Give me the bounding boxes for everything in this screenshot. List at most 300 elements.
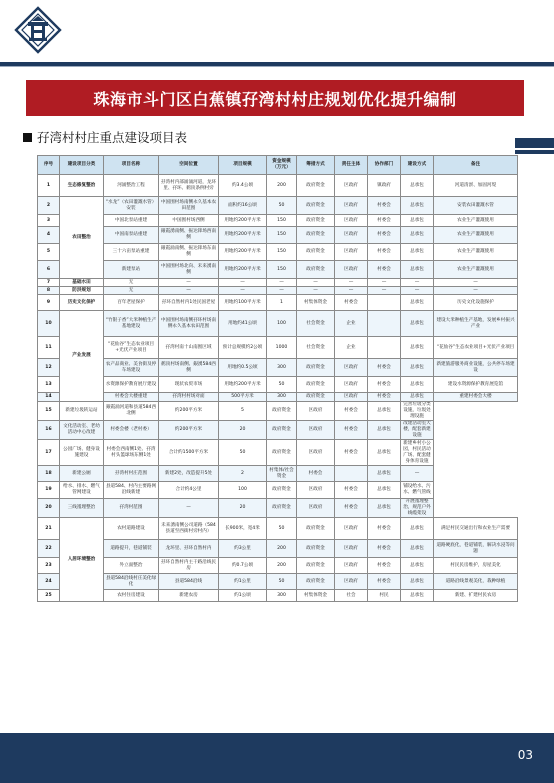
table-cell: 区政府 — [297, 440, 335, 466]
table-cell: 村集体/社会资金 — [267, 466, 297, 482]
table-cell: “花仙谷”生态农业项目+光伏产业项目 — [104, 337, 159, 359]
table-cell: 区政府 — [335, 175, 368, 197]
table-row — [38, 558, 518, 574]
table-cell: 用地约200平方米 — [219, 227, 267, 244]
table-cell: 合计约1500平方米 — [159, 440, 219, 466]
row-number-cell: 17 — [38, 440, 60, 466]
table-cell: 村委会西南侧1处、孖湾村头篮球场东侧1处 — [104, 440, 159, 466]
table-cell: 150 — [267, 244, 297, 261]
table-cell: 预计总规模约2公顷 — [219, 337, 267, 359]
table-cell: 村委会 — [368, 261, 401, 279]
table-cell: 农业生产灌溉使用 — [434, 261, 518, 279]
table-cell: 区政府 — [335, 377, 368, 393]
table-cell: 完善垃圾分类设施，垃圾处理设施 — [401, 402, 434, 421]
table-row — [38, 377, 518, 393]
table-row — [38, 499, 518, 518]
table-cell: 区政府 — [335, 540, 368, 558]
table-cell: — — [368, 279, 401, 287]
table-cell: 建设大米种植生产基地，发展乡村振兴产业 — [434, 311, 518, 337]
table-cell: 孖湾村村场对面 — [159, 393, 219, 402]
table-cell: 总承包 — [401, 197, 434, 215]
table-cell: — — [159, 287, 219, 295]
table-cell: 村委会 — [368, 227, 401, 244]
category-cell: 基础水田 — [60, 279, 104, 287]
table-row — [38, 574, 518, 590]
table-cell: 100 — [267, 311, 297, 337]
table-cell: 农村住房建设 — [104, 590, 159, 602]
table-cell: — — [267, 279, 297, 287]
category-cell: 生态修复整治 — [60, 175, 104, 197]
table-cell: 村委会 — [368, 518, 401, 540]
table-cell: 区政府 — [335, 197, 368, 215]
document-title: 珠海市斗门区白蕉镇孖湾村村庄规划优化提升编制 — [26, 80, 524, 116]
table-cell: 总承包 — [401, 337, 434, 359]
row-number-cell: 8 — [38, 287, 60, 295]
table-cell — [368, 311, 401, 337]
table-row — [38, 359, 518, 377]
table-cell: 总承包 — [368, 499, 401, 518]
column-header: 备注 — [434, 156, 518, 175]
table-cell: 改建活动室大楼，配套新建设施 — [401, 421, 434, 440]
table-cell: 300 — [267, 393, 297, 402]
table-cell: — — [297, 279, 335, 287]
table-cell: 20 — [219, 499, 267, 518]
table-cell: 村委会 — [368, 558, 401, 574]
table-cell: 公园广场、健身设施建设 — [60, 440, 104, 466]
category-cell: 农田整治 — [60, 197, 104, 279]
column-header: 项目规模 — [219, 156, 267, 175]
table-cell: 政府资金 — [267, 482, 297, 499]
table-cell: 约3.4公顷 — [219, 175, 267, 197]
square-bullet-icon — [23, 133, 32, 142]
table-cell: 政府资金 — [267, 402, 297, 421]
table-cell: 区政府 — [335, 558, 368, 574]
table-cell: 300 — [267, 359, 297, 377]
table-cell: 总承包 — [368, 440, 401, 466]
table-cell: 政府资金 — [297, 393, 335, 402]
table-cell: “竹银子香”大米种植生产基地建设 — [104, 311, 159, 337]
table-cell: 龙环里、孖环自然村内 — [159, 540, 219, 558]
table-cell: 5 — [219, 402, 267, 421]
table-cell: 现状农贸市场 — [159, 377, 219, 393]
table-cell: 合计约4公里 — [159, 482, 219, 499]
table-cell: 政府资金 — [297, 215, 335, 227]
table-cell: 新建泵站 — [104, 261, 159, 279]
row-number-cell: 16 — [38, 421, 60, 440]
table-cell: 安装农田灌溉水管 — [434, 197, 518, 215]
table-cell: 村委会 — [368, 393, 401, 402]
column-header: 协作部门 — [368, 156, 401, 175]
table-cell: 中国南泵站重建 — [104, 227, 159, 244]
table-cell: 总承包 — [401, 558, 434, 574]
table-row — [38, 287, 518, 295]
table-cell: — — [219, 279, 267, 287]
table-cell: 村委会 — [335, 440, 368, 466]
table-cell: 100 — [219, 482, 267, 499]
table-cell: 孖湾村范围 — [104, 499, 159, 518]
side-accent-bar — [515, 138, 554, 148]
table-cell: 200 — [267, 175, 297, 197]
table-cell: 村委会大楼重建 — [104, 393, 159, 402]
table-cell: 总承包 — [401, 540, 434, 558]
table-cell: 村委会 — [335, 295, 368, 311]
column-header: 资金规模（万元） — [267, 156, 297, 175]
column-header: 责任主体 — [335, 156, 368, 175]
table-cell: 用地约200平方米 — [219, 377, 267, 393]
column-header: 空间位置 — [159, 156, 219, 175]
table-cell: 村委会楼（老村委） — [104, 421, 159, 440]
table-cell: 政府资金 — [297, 359, 335, 377]
table-row — [38, 337, 518, 359]
table-cell — [335, 466, 368, 482]
table-cell: 约200平方米 — [159, 402, 219, 421]
table-cell: 企业 — [335, 311, 368, 337]
table-cell: 用地约200平方米 — [219, 261, 267, 279]
table-cell: 总承包 — [401, 175, 434, 197]
table-row — [38, 311, 518, 337]
row-number-cell: 13 — [38, 377, 60, 393]
table-cell: 政府资金 — [267, 499, 297, 518]
table-cell: — — [401, 287, 434, 295]
table-cell: 约3公里 — [219, 540, 267, 558]
table-row — [38, 421, 518, 440]
category-cell: 历史文化保护 — [60, 295, 104, 311]
table-cell: 150 — [267, 227, 297, 244]
table-cell: 村集体资金 — [297, 295, 335, 311]
row-number-cell: 9 — [38, 295, 60, 311]
table-cell: 用地约41公顷 — [219, 311, 267, 337]
table-cell: 村委会 — [335, 402, 368, 421]
table-cell: 銀霞涌南侧、振达锋场东南侧 — [159, 244, 219, 261]
table-cell: — — [335, 279, 368, 287]
section-title-text: 孖湾村村庄重点建设项目表 — [37, 130, 188, 145]
table-cell: 区政府 — [335, 518, 368, 540]
table-cell: 总承包 — [368, 466, 401, 482]
table-row — [38, 466, 518, 482]
table-cell: 长900米，宽4米 — [219, 518, 267, 540]
table-cell: 政府资金 — [297, 558, 335, 574]
table-cell: 约1公顷 — [219, 590, 267, 602]
table-cell: 村委会 — [297, 466, 335, 482]
village-emblem-icon — [14, 6, 62, 54]
table-cell: 农村道路建设 — [104, 518, 159, 540]
table-row — [38, 518, 518, 540]
table-cell: 三线遁理整治 — [60, 499, 104, 518]
table-cell: — — [267, 287, 297, 295]
table-cell: 铺设给水、污水、燃气管线 — [401, 482, 434, 499]
table-cell: 重建村委会大楼 — [434, 393, 518, 402]
table-cell: 社会资金 — [297, 337, 335, 359]
category-cell: 防洪规划 — [60, 287, 104, 295]
table-cell: 农业生产灌溉使用 — [434, 244, 518, 261]
table-cell: 鹤顶村场南侧、銀湧584西侧 — [159, 359, 219, 377]
table-cell: 总承包 — [401, 311, 434, 337]
project-table-container — [37, 155, 517, 602]
table-cell: 政府资金 — [267, 421, 297, 440]
column-header: 建设方式 — [401, 156, 434, 175]
table-row — [38, 175, 518, 197]
row-number-cell: 5 — [38, 244, 60, 261]
table-row — [38, 215, 518, 227]
table-cell: 中国围村场南侧永久基本农田范围 — [159, 197, 219, 215]
table-cell: 总承包 — [368, 482, 401, 499]
table-cell: 孖湾村南十山南围区域 — [159, 337, 219, 359]
table-cell: 中国北泵站重建 — [104, 215, 159, 227]
table-cell: 镇政府 — [368, 175, 401, 197]
table-row — [38, 279, 518, 287]
table-cell: 总承包 — [368, 421, 401, 440]
table-cell: 村集体资金 — [297, 590, 335, 602]
column-header: 项目名称 — [104, 156, 159, 175]
table-cell: 50 — [267, 377, 297, 393]
table-cell: 百年老屋保护 — [104, 295, 159, 311]
row-number-cell: 22 — [38, 540, 60, 558]
table-cell: 用地约100平方米 — [219, 295, 267, 311]
table-cell: 道路提升，巷道铺装 — [104, 540, 159, 558]
table-cell: 50 — [267, 197, 297, 215]
table-cell: 孖湾村内部涌涌河道，龙环里、孖环、鹤顶条例村旁 — [159, 175, 219, 197]
table-cell: 政府资金 — [297, 540, 335, 558]
table-cell: “花仙谷”生态农业项目+光伏产业项目 — [434, 337, 518, 359]
table-cell: 150 — [267, 261, 297, 279]
table-cell: 政府资金 — [297, 227, 335, 244]
table-cell: — — [401, 466, 434, 482]
table-cell: 总承包 — [401, 518, 434, 540]
table-cell: 村委会 — [335, 482, 368, 499]
table-row — [38, 244, 518, 261]
table-cell: 1000 — [267, 337, 297, 359]
table-cell: 新建垃圾转运站 — [60, 402, 104, 421]
row-number-cell: 18 — [38, 466, 60, 482]
table-cell: 总承包 — [401, 244, 434, 261]
table-cell: 用地约200平方米 — [219, 244, 267, 261]
row-number-cell: 19 — [38, 482, 60, 499]
table-cell: 区政府 — [297, 421, 335, 440]
table-cell: 满足村民交通出行和农业生产需要 — [434, 518, 518, 540]
table-cell: 村民 — [368, 590, 401, 602]
table-cell: 给水、排水、燃气管网建设 — [60, 482, 104, 499]
table-cell: 政府资金 — [297, 518, 335, 540]
table-row — [38, 295, 518, 311]
table-cell: 开展遁理整治，规范户外线缆架设 — [401, 499, 434, 518]
table-cell: 河道清淤、加固河堤 — [434, 175, 518, 197]
table-row — [38, 482, 518, 499]
table-cell: 用地约200平方米 — [219, 215, 267, 227]
row-number-cell: 12 — [38, 359, 60, 377]
table-cell: 总承包 — [401, 574, 434, 590]
table-row — [38, 440, 518, 466]
table-cell: 新建农房 — [159, 590, 219, 602]
table-cell: 区政府 — [297, 402, 335, 421]
table-cell: 建设水资源保护教育展览馆 — [434, 377, 518, 393]
table-cell: 文化活动室、老幼活动中心改建 — [60, 421, 104, 440]
category-cell: 产业发展 — [60, 311, 104, 402]
table-row — [38, 261, 518, 279]
table-cell: 村委会 — [368, 540, 401, 558]
table-cell: 新建乡村小公园，村民活动广场、配套健身体育设施 — [401, 440, 434, 466]
table-cell: 村民民房维护，房屋美化 — [434, 558, 518, 574]
table-cell: 新建公厕 — [60, 466, 104, 482]
table-cell: 中国围村场北向、未来湧南侧 — [159, 261, 219, 279]
table-cell: 未来湧南侧公司道路（584县道至西街村旁村内） — [159, 518, 219, 540]
table-cell: 无 — [104, 279, 159, 287]
table-row — [38, 393, 518, 402]
table-cell: 农业生产灌溉使用 — [434, 215, 518, 227]
table-cell: 总承包 — [368, 402, 401, 421]
table-cell: 2 — [219, 466, 267, 482]
row-number-cell: 25 — [38, 590, 60, 602]
table-cell: 500平方米 — [219, 393, 267, 402]
table-cell: 区政府 — [335, 227, 368, 244]
table-cell: 三十六亩泵站重建 — [104, 244, 159, 261]
table-cell: 50 — [219, 440, 267, 466]
table-cell: 孖环自然村内主干路沿线民房 — [159, 558, 219, 574]
column-header: 建设项目分类 — [60, 156, 104, 175]
table-cell: 约0.7公顷 — [219, 558, 267, 574]
table-cell: — — [401, 279, 434, 287]
column-header: 筹措方式 — [297, 156, 335, 175]
table-cell: 河涌整治工程 — [104, 175, 159, 197]
table-cell: 中国围村场南侧孖环村场南侧永久基本农田范围 — [159, 311, 219, 337]
table-cell: 新建旅游服务商业设施，公共停车场建设 — [434, 359, 518, 377]
table-cell: 300 — [267, 590, 297, 602]
table-cell: — — [335, 287, 368, 295]
row-number-cell: 11 — [38, 337, 60, 359]
row-number-cell: 6 — [38, 261, 60, 279]
table-row — [38, 227, 518, 244]
table-cell: 孖环自然村内1处民国老屋 — [159, 295, 219, 311]
table-cell: 社会资金 — [297, 311, 335, 337]
table-cell: 新建2处，改造提升5处 — [159, 466, 219, 482]
project-table — [37, 155, 518, 602]
row-number-cell: 24 — [38, 574, 60, 590]
table-cell: 政府资金 — [297, 175, 335, 197]
table-cell: 道路沿线景观美化，栽种绿植 — [434, 574, 518, 590]
table-cell: 村委会 — [368, 359, 401, 377]
table-cell: — — [434, 279, 518, 287]
table-cell: 区政府 — [297, 482, 335, 499]
table-cell: 村委会 — [368, 377, 401, 393]
table-cell: 新建、扩建村民农房 — [434, 590, 518, 602]
table-cell: 历史文化设施保护 — [434, 295, 518, 311]
table-cell: 无 — [104, 287, 159, 295]
table-cell: 县道584、村内主要路网沿线新建 — [104, 482, 159, 499]
table-cell: 总承包 — [401, 377, 434, 393]
table-cell: 区政府 — [335, 359, 368, 377]
table-cell: 农业生产灌溉使用 — [434, 227, 518, 244]
table-cell: 县道584沿线村庄美化绿化 — [104, 574, 159, 590]
table-cell: 200 — [267, 558, 297, 574]
table-cell: 农产品商业、美食街及停车场建设 — [104, 359, 159, 377]
table-cell: 政府资金 — [297, 377, 335, 393]
table-cell — [368, 337, 401, 359]
table-cell: — — [297, 287, 335, 295]
category-cell: 人居环境整治 — [60, 518, 104, 602]
table-cell: 总承包 — [401, 227, 434, 244]
table-cell: 面积约16公顷 — [219, 197, 267, 215]
table-cell: 总承包 — [401, 359, 434, 377]
table-cell: 总承包 — [401, 393, 434, 402]
table-cell: 社会 — [335, 590, 368, 602]
table-cell: 水资源保护教育展厅建设 — [104, 377, 159, 393]
table-cell: — — [159, 279, 219, 287]
table-cell: 约1公里 — [219, 574, 267, 590]
row-number-cell: 15 — [38, 402, 60, 421]
table-cell: — — [368, 287, 401, 295]
table-cell: 村委会 — [368, 574, 401, 590]
page-number: 03 — [517, 748, 533, 762]
table-cell: 孖湾村村庄范围 — [104, 466, 159, 482]
row-number-cell: 23 — [38, 558, 60, 574]
table-cell: 20 — [219, 421, 267, 440]
table-row — [38, 197, 518, 215]
table-cell: 外立面整治 — [104, 558, 159, 574]
row-number-cell: 21 — [38, 518, 60, 540]
table-cell: “水龙”（农田灌溉水管）安装 — [104, 197, 159, 215]
table-cell: 区政府 — [335, 393, 368, 402]
table-cell: 总承包 — [401, 590, 434, 602]
table-cell: 200 — [267, 540, 297, 558]
footer-bar — [0, 733, 554, 783]
table-cell — [368, 295, 401, 311]
row-number-cell: 7 — [38, 279, 60, 287]
table-cell: — — [219, 287, 267, 295]
table-cell: 区政府 — [335, 215, 368, 227]
table-cell: 道路硬底化，巷道铺装，解决水浸等问题 — [434, 540, 518, 558]
table-cell: — — [434, 287, 518, 295]
row-number-cell: 14 — [38, 393, 60, 402]
table-row — [38, 540, 518, 558]
row-number-cell: 1 — [38, 175, 60, 197]
table-cell: 区政府 — [297, 499, 335, 518]
table-cell: 村委会 — [368, 197, 401, 215]
table-cell: 政府资金 — [297, 197, 335, 215]
table-cell: 1 — [267, 295, 297, 311]
table-header-row — [38, 156, 518, 175]
table-cell: 政府资金 — [297, 244, 335, 261]
table-cell: 村委会 — [335, 421, 368, 440]
row-number-cell: 20 — [38, 499, 60, 518]
table-cell: 区政府 — [335, 574, 368, 590]
table-cell: 约200平方米 — [159, 421, 219, 440]
table-cell: 50 — [267, 518, 297, 540]
section-heading — [23, 128, 187, 146]
table-cell: 企业 — [335, 337, 368, 359]
table-cell: 政府资金 — [267, 440, 297, 466]
table-cell: 区政府 — [335, 244, 368, 261]
table-cell: 銀霞湧南侧、振达锋场西南侧 — [159, 227, 219, 244]
table-row — [38, 590, 518, 602]
table-row — [38, 402, 518, 421]
row-number-cell: 4 — [38, 227, 60, 244]
row-number-cell: 10 — [38, 311, 60, 337]
table-cell: 政府资金 — [297, 574, 335, 590]
table-cell: 村委会 — [368, 244, 401, 261]
table-cell: 銀霞涌河道和县道584西北侧 — [104, 402, 159, 421]
table-cell: 区政府 — [335, 261, 368, 279]
table-cell: 县道584沿线 — [159, 574, 219, 590]
column-header: 序号 — [38, 156, 60, 175]
table-cell: 150 — [267, 215, 297, 227]
table-cell: 村委会 — [368, 215, 401, 227]
row-number-cell: 2 — [38, 197, 60, 215]
row-number-cell: 3 — [38, 215, 60, 227]
side-accent-bar-thin — [515, 150, 554, 154]
table-cell: — — [159, 499, 219, 518]
table-cell: 用地约0.5公顷 — [219, 359, 267, 377]
header-stripe-thin — [0, 66, 554, 67]
table-cell: 政府资金 — [297, 261, 335, 279]
